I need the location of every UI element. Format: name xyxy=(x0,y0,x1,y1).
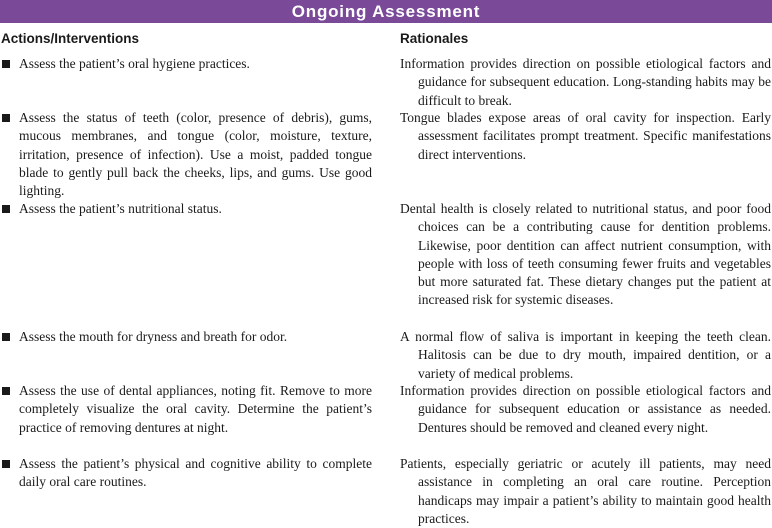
action-cell xyxy=(0,455,372,492)
section-banner xyxy=(0,0,772,23)
actions-column-header: Actions/Interventions xyxy=(1,31,140,46)
square-bullet-icon xyxy=(2,460,10,468)
rationales-column-header: Rationales xyxy=(400,31,469,46)
action-text: Assess the mouth for dryness and breath for odor. xyxy=(19,329,288,344)
rationale-text: A normal flow of saliva is important in keeping the teeth clean. Halitosis can be due to dry mouth, impaired dentition, or a variety of medical problems. xyxy=(400,329,771,381)
square-bullet-icon xyxy=(2,60,10,68)
square-bullet-icon xyxy=(2,205,10,213)
column-headers xyxy=(0,31,772,51)
rationale-text: Patients, especially geriatric or acutely ill patients, may need assistance in completing an oral care routine. Perception handicaps may impair a patient’s ability to maintain good health practices. xyxy=(400,456,771,526)
square-bullet-icon xyxy=(2,114,10,122)
action-cell xyxy=(0,382,372,437)
action-text: Assess the use of dental appliances, noting fit. Remove to more completely visualize the oral cavity. Determine the patient’s practice of removing dentures at night. xyxy=(19,383,372,435)
action-cell xyxy=(0,200,372,218)
rationale-text: Information provides direction on possible etiological factors and guidance for subsequent education. Long-standing habits may be difficult to break. xyxy=(400,56,771,108)
action-text: Assess the patient’s nutritional status. xyxy=(19,201,222,216)
rationale-text: Information provides direction on possible etiological factors and guidance for subsequent education or assistance as needed. Dentures should be removed and cleaned every night. xyxy=(400,383,771,435)
action-text: Assess the status of teeth (color, presence of debris), gums, mucous membranes, and tongue (color, moisture, texture, irritation, presence of infection). Use a moist, padded tongue blade to gently pull back the cheeks, lips, and gums. Use good lighting. xyxy=(19,110,372,199)
rationale-text: Dental health is closely related to nutritional status, and poor food choices can be a contributing cause for dentition problems. Likewise, poor dentition can affect nutrient consumption, with people with loss of teeth consuming fewer fruits and vegetables but more saturated fat. These dietary changes put the patient at increased risk for systemic diseases. xyxy=(400,201,771,308)
section-title: Ongoing Assessment xyxy=(291,2,481,21)
square-bullet-icon xyxy=(2,387,10,395)
rationale-text: Tongue blades expose areas of oral cavity for inspection. Early assessment facilitates prompt treatment. Specific manifestations direct interventions. xyxy=(400,110,771,162)
action-text: Assess the patient’s oral hygiene practices. xyxy=(19,56,250,71)
action-text: Assess the patient’s physical and cognitive ability to complete daily oral care routines. xyxy=(19,456,372,490)
action-cell xyxy=(0,109,372,200)
square-bullet-icon xyxy=(2,333,10,341)
action-cell xyxy=(0,55,372,73)
action-cell xyxy=(0,328,372,346)
